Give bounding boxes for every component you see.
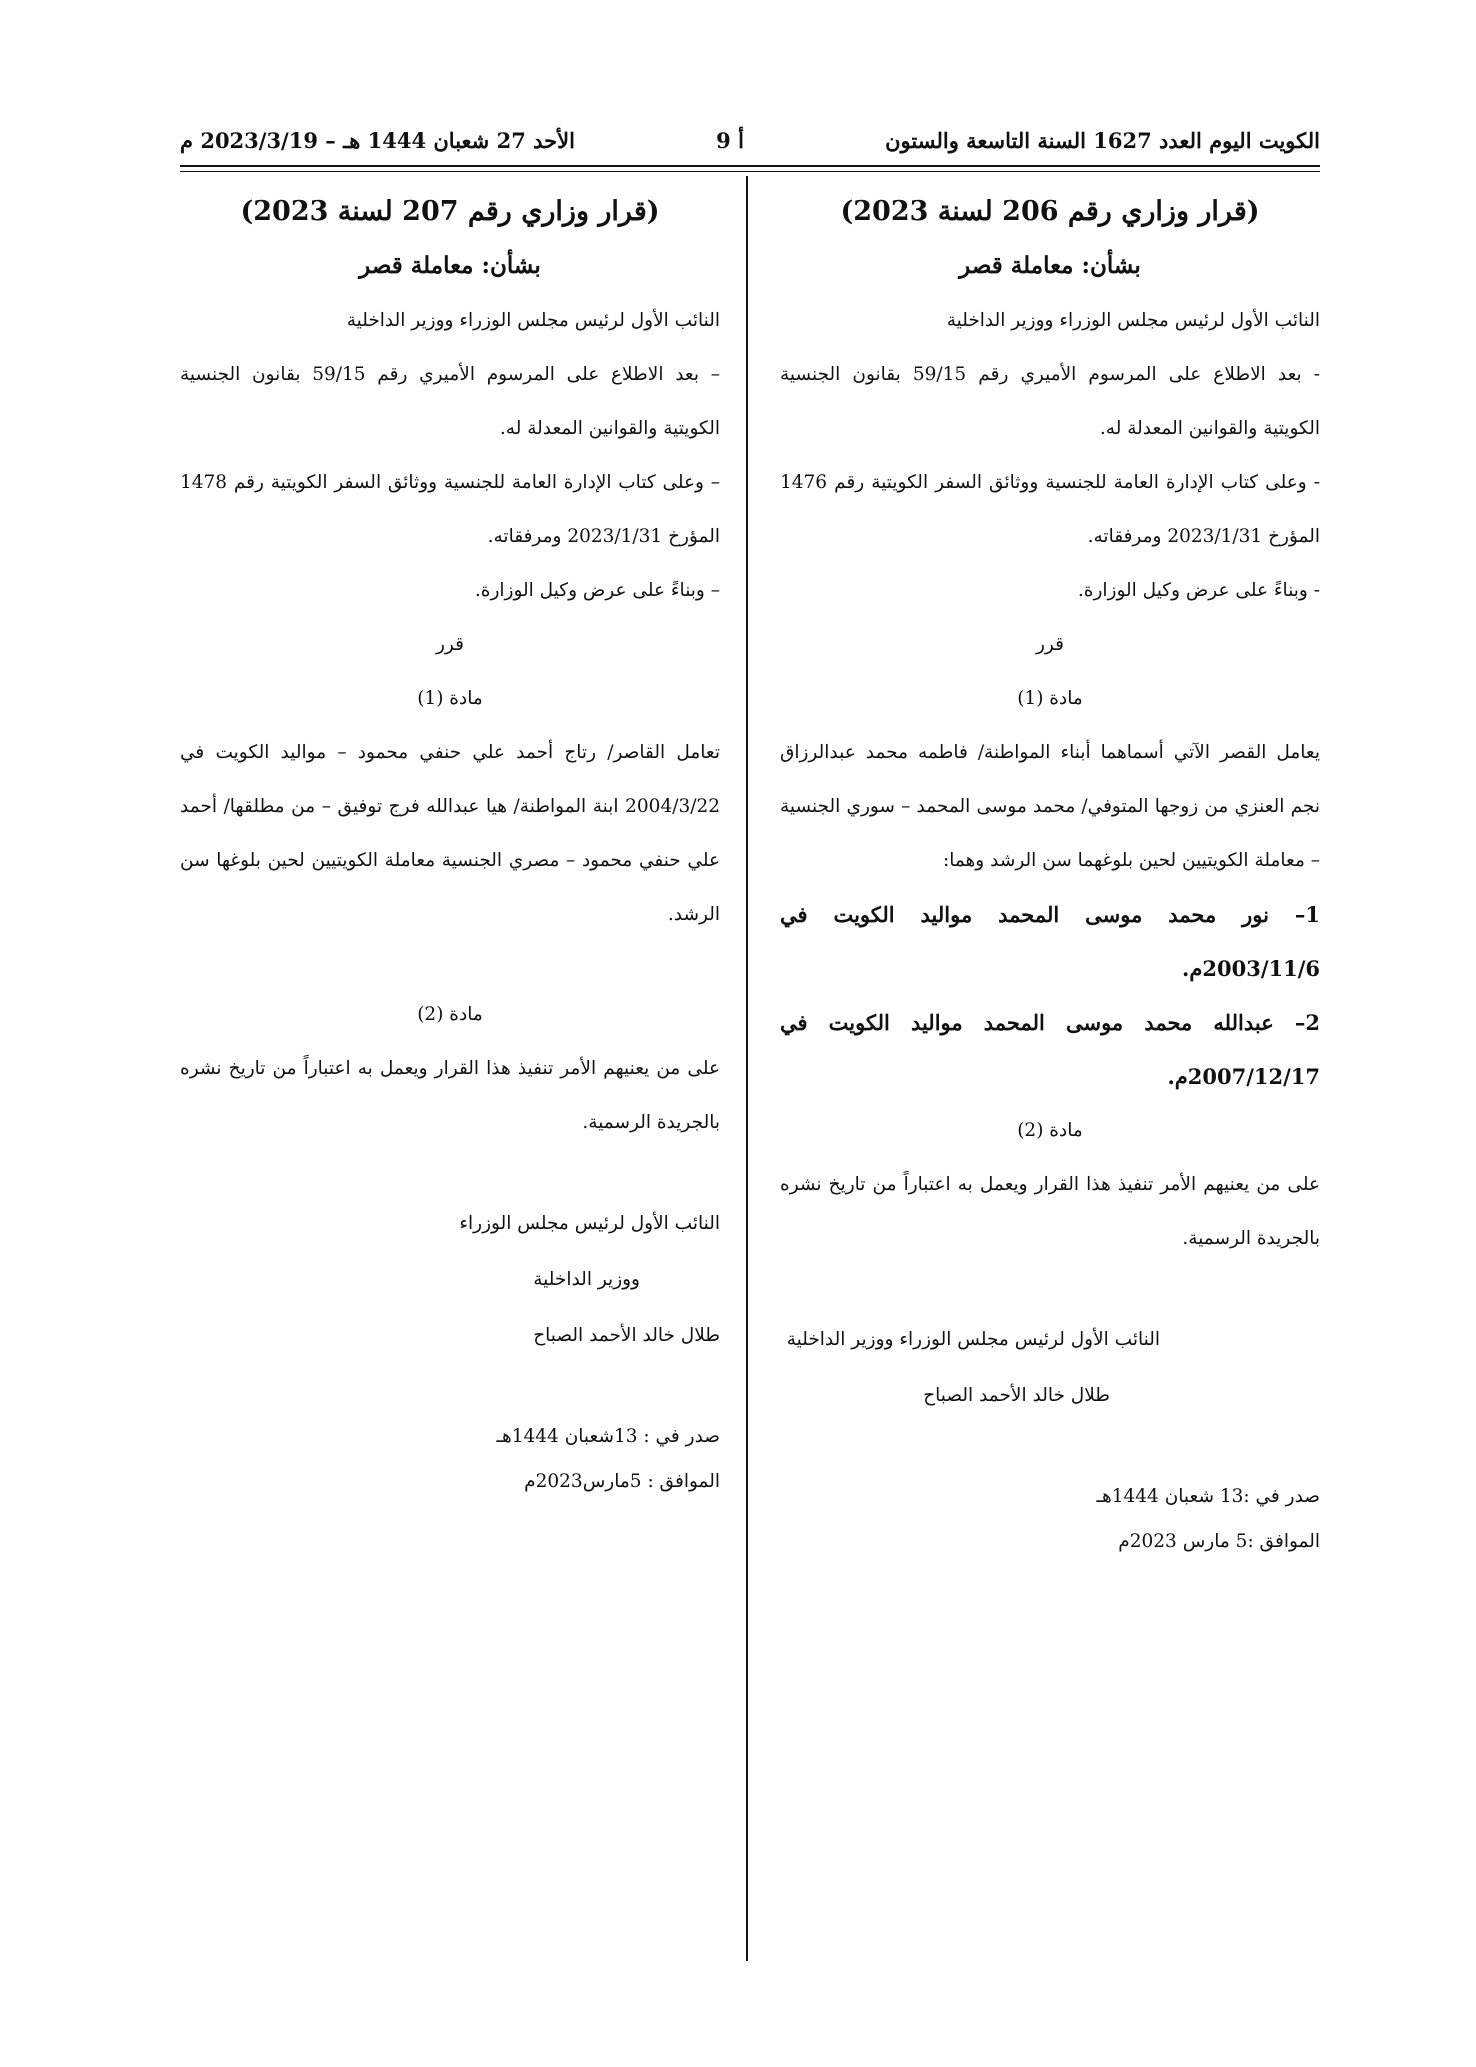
decree-206-corresponding-date: الموافق :5 مارس 2023م [1118,1531,1320,1552]
decree-206-recital-2: - وعلى كتاب الإدارة العامة للجنسية ووثائق السفر الكويتية رقم 1476 المؤرخ 2023/1/31 ومرفقاته. [780,472,1320,547]
decree-207-signature [180,1196,720,1364]
decree-207-decided: قرر [436,634,464,655]
decree-206-minor-1: 1– نور محمد موسى المحمد مواليد الكويت في 2003/11/6م. [780,902,1320,981]
decree-206-signature [780,1312,1320,1424]
decree-206-recital-3: - وبناءً على عرض وكيل الوزارة. [1077,580,1320,601]
decree-207-recital-2: – وعلى كتاب الإدارة العامة للجنسية ووثائق السفر الكويتية رقم 1478 المؤرخ 2023/1/31 ومرفقاته. [180,472,720,547]
decree-207-title: (قرار وزاري رقم 207 لسنة 2023) [240,196,660,227]
decree-206-column [780,178,1320,1560]
decree-206-subject: بشأن: معاملة قصر [959,252,1141,279]
decree-206-minor-2: 2– عبدالله محمد موسى المحمد مواليد الكويت في 2007/12/17م. [780,1010,1320,1089]
header-rule-thick [180,165,1320,167]
decree-207-signature-line-2: ووزير الداخلية [533,1269,640,1290]
decree-207-recital-1: – بعد الاطلاع على المرسوم الأميري رقم 59/15 بقانون الجنسية الكويتية والقوانين المعدلة له. [180,364,720,439]
decree-206-decided: قرر [1036,634,1064,655]
decree-206-signature-title: النائب الأول لرئيس مجلس الوزراء ووزير الداخلية [786,1329,1160,1350]
decree-207-issued-date: صدر في : 13شعبان 1444هـ [496,1426,720,1447]
header-page-number: أ 9 [716,127,744,153]
decree-207-article-2-heading: مادة (2) [417,1004,483,1025]
decree-207-corresponding-date: الموافق : 5مارس2023م [524,1471,720,1492]
decree-206-issued-date: صدر في :13 شعبان 1444هـ [1096,1486,1320,1507]
decree-206-article-2-text: على من يعنيهم الأمر تنفيذ هذا القرار ويعمل به اعتباراً من تاريخ نشره بالجريدة الرسمية. [780,1174,1320,1249]
decree-207-article-2-text: على من يعنيهم الأمر تنفيذ هذا القرار ويعمل به اعتباراً من تاريخ نشره بالجريدة الرسمية. [180,1058,720,1133]
page-header [180,118,1320,162]
decree-206-issuer: النائب الأول لرئيس مجلس الوزراء ووزير الداخلية [946,310,1320,331]
decree-207-signature-line-1: النائب الأول لرئيس مجلس الوزراء [459,1213,720,1234]
decree-207-subject: بشأن: معاملة قصر [359,252,541,279]
decree-206-recital-1: - بعد الاطلاع على المرسوم الأميري رقم 59/15 بقانون الجنسية الكويتية والقوانين المعدلة له. [780,364,1320,439]
header-rule-thin [180,171,1320,172]
decree-207-column [180,178,720,1500]
decree-207-issuer: النائب الأول لرئيس مجلس الوزراء ووزير الداخلية [346,310,720,331]
decree-206-article-1-heading: مادة (1) [1017,688,1083,709]
decree-206-article-1-text: يعامل القصر الآتي أسماهما أبناء المواطنة/ فاطمه محمد عبدالرزاق نجم العنزي من زوجها المتوفي/ محمد موسى المحمد – سوري الجنسية – معاملة الكويتيين لحين بلوغهما سن الرشد وهما: [780,742,1320,871]
decree-206-article-2-heading: مادة (2) [1017,1120,1083,1141]
decree-207-recital-3: – وبناءً على عرض وكيل الوزارة. [474,580,720,601]
decree-206-signature-name: طلال خالد الأحمد الصباح [923,1385,1110,1406]
decree-207-article-1-heading: مادة (1) [417,688,483,709]
decree-207-signature-name: طلال خالد الأحمد الصباح [533,1325,720,1346]
decree-207-article-1-text: تعامل القاصر/ رتاج أحمد علي حنفي محمود – مواليد الكويت في 2004/3/22 ابنة المواطنة/ هيا عبدالله فرج توفيق – من مطلقها/ أحمد علي حنفي محمود – مصري الجنسية معاملة الكويتيين لحين بلوغها سن الرشد. [180,742,720,925]
header-publication: الكويت اليوم العدد 1627 السنة التاسعة والستون [885,127,1320,153]
column-divider [746,176,748,1961]
decree-206-title: (قرار وزاري رقم 206 لسنة 2023) [840,196,1260,227]
header-date: الأحد 27 شعبان 1444 هـ – 2023/3/19 م [180,127,575,153]
